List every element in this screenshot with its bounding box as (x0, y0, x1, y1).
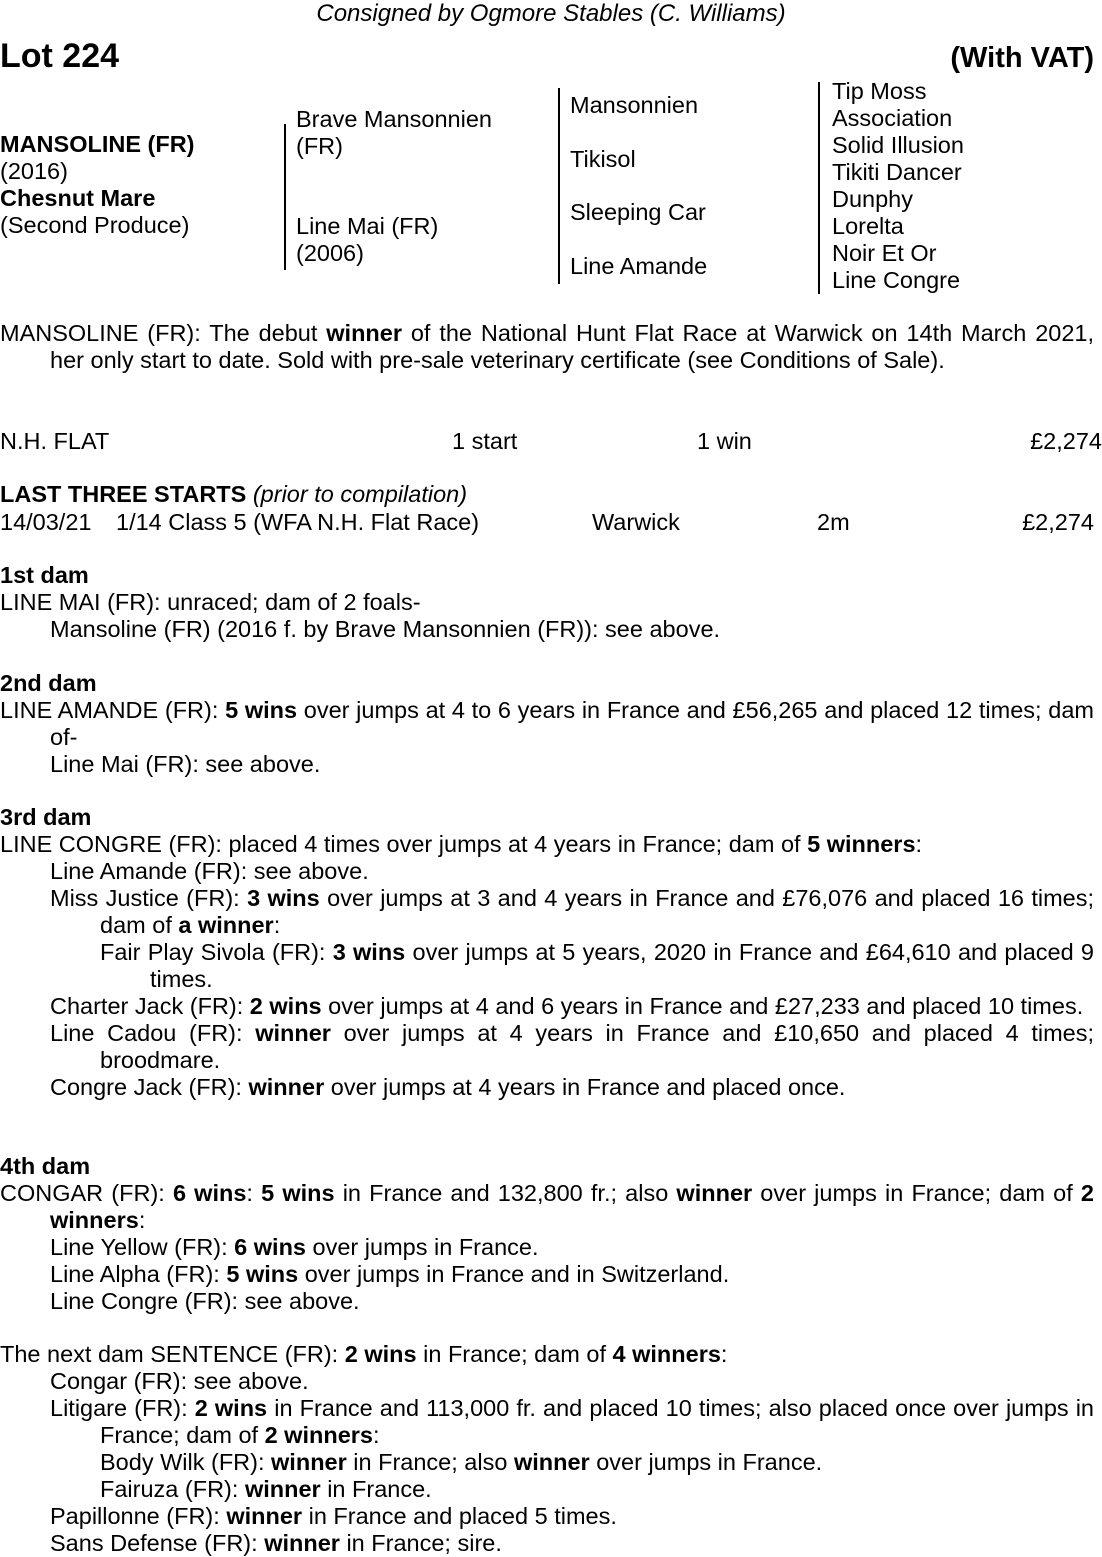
gen3-ancestor: Line Congre (832, 267, 961, 293)
section-title: LAST THREE STARTS (0, 481, 247, 507)
gen3-ancestor: Lorelta (832, 213, 904, 239)
start-distance: 2m (817, 509, 850, 535)
second-dam-section: 2nd dam LINE AMANDE (FR): 5 wins over jumps at 4 to 6 years in France and £56,265 and placed 12 times; dam of- Line Mai (FR): see above. (0, 670, 1094, 777)
third-dam-section: 3rd dam LINE CONGRE (FR): placed 4 times over jumps at 4 years in France; dam of 5 winners: Line Amande (FR): see above. Miss Justice (FR): 3 wins over jumps at 3 and 4 years in France and £76,076 and placed 16 times; dam of a winner: Fair Play Sivola (FR): 3 wins over jumps at 5 years, 2020 in France and £64,610 and placed 9 times. Charter Jack (FR): 2 wins over jumps at 4 and 6 years in France and £27,233 and placed 10 times. Line Cadou (FR): winner over jumps at 4 years in France and £10,650 and placed 4 times; broodmare. Congre Jack (FR): winner over jumps at 4 years in France and placed once. (0, 804, 1094, 1100)
horse-name: MANSOLINE (FR) (0, 131, 195, 157)
gen2-sire-sire: Mansonnien (570, 92, 699, 118)
pedigree-divider-1 (284, 124, 286, 270)
intro-paragraph: MANSOLINE (FR): The debut winner of the National Hunt Flat Race at Warwick on 14th March 2021, her only start to date. Sold with pre-sale veterinary certificate (see Conditions of Sale). (0, 320, 1094, 373)
gen2-dam-sire: Sleeping Car (570, 199, 706, 225)
pedigree-divider-3 (818, 82, 820, 294)
vat-note: (With VAT) (950, 42, 1094, 74)
dam-name: Line Mai (FR) (296, 213, 439, 239)
section-heading: 1st dam (0, 562, 89, 588)
start-prize: £2,274 (1022, 509, 1094, 535)
consignor-line: Consigned by Ogmore Stables (C. Williams) (316, 0, 786, 27)
sire-country: (FR) (296, 133, 343, 159)
first-dam-section: 1st dam LINE MAI (FR): unraced; dam of 2 foals- Mansoline (FR) (2016 f. by Brave Mansonnien (FR)): see above. (0, 562, 1094, 643)
start-date: 14/03/21 (0, 509, 92, 535)
dam-year: (2006) (296, 240, 364, 266)
section-heading: 3rd dam (0, 804, 92, 830)
gen2-dam-dam: Line Amande (570, 253, 708, 279)
section-note: (prior to compilation) (252, 481, 468, 507)
foaling-year: (2016) (0, 158, 68, 184)
pedigree-divider-2 (558, 88, 560, 284)
lot-number: Lot 224 (0, 37, 120, 75)
produce-note: (Second Produce) (0, 212, 190, 238)
section-heading: 2nd dam (0, 670, 97, 696)
gen3-ancestor: Solid Illusion (832, 132, 964, 158)
gen3-ancestor: Tip Moss (832, 78, 927, 104)
gen3-ancestor: Noir Et Or (832, 240, 937, 266)
start-course: Warwick (592, 509, 680, 535)
gen3-ancestor: Association (832, 105, 953, 131)
gen2-sire-dam: Tikisol (570, 146, 636, 172)
fourth-dam-section: 4th dam CONGAR (FR): 6 wins: 5 wins in France and 132,800 fr.; also winner over jumps in France; dam of 2 winners: Line Yellow (FR): 6 wins over jumps in France. Line Alpha (FR): 5 wins over jumps in France and in Switzerland. Line Congre (FR): see above. (0, 1153, 1094, 1314)
record-earnings: £2,274 (1030, 428, 1102, 454)
start-result: 1/14 Class 5 (WFA N.H. Flat Race) (116, 509, 480, 535)
sire-name: Brave Mansonnien (296, 106, 492, 132)
gen3-ancestor: Tikiti Dancer (832, 159, 962, 185)
record-type: N.H. FLAT (0, 428, 110, 454)
gen3-ancestor: Dunphy (832, 186, 913, 212)
horse-colour-sex: Chesnut Mare (0, 185, 156, 211)
record-starts: 1 start (452, 428, 518, 454)
record-wins: 1 win (697, 428, 752, 454)
section-heading: 4th dam (0, 1153, 91, 1179)
next-dam-section: The next dam SENTENCE (FR): 2 wins in France; dam of 4 winners: Congar (FR): see above. Litigare (FR): 2 wins in France and 113,000 fr. and placed 10 times; also placed once over jumps in France; dam of 2 winners: Body Wilk (FR): winner in France; also winner over jumps in France. Fairuza (FR): winner in France. Papillonne (FR): winner in France and placed 5 times. Sans Defense (FR): winner in France; sire. (0, 1341, 1095, 1556)
